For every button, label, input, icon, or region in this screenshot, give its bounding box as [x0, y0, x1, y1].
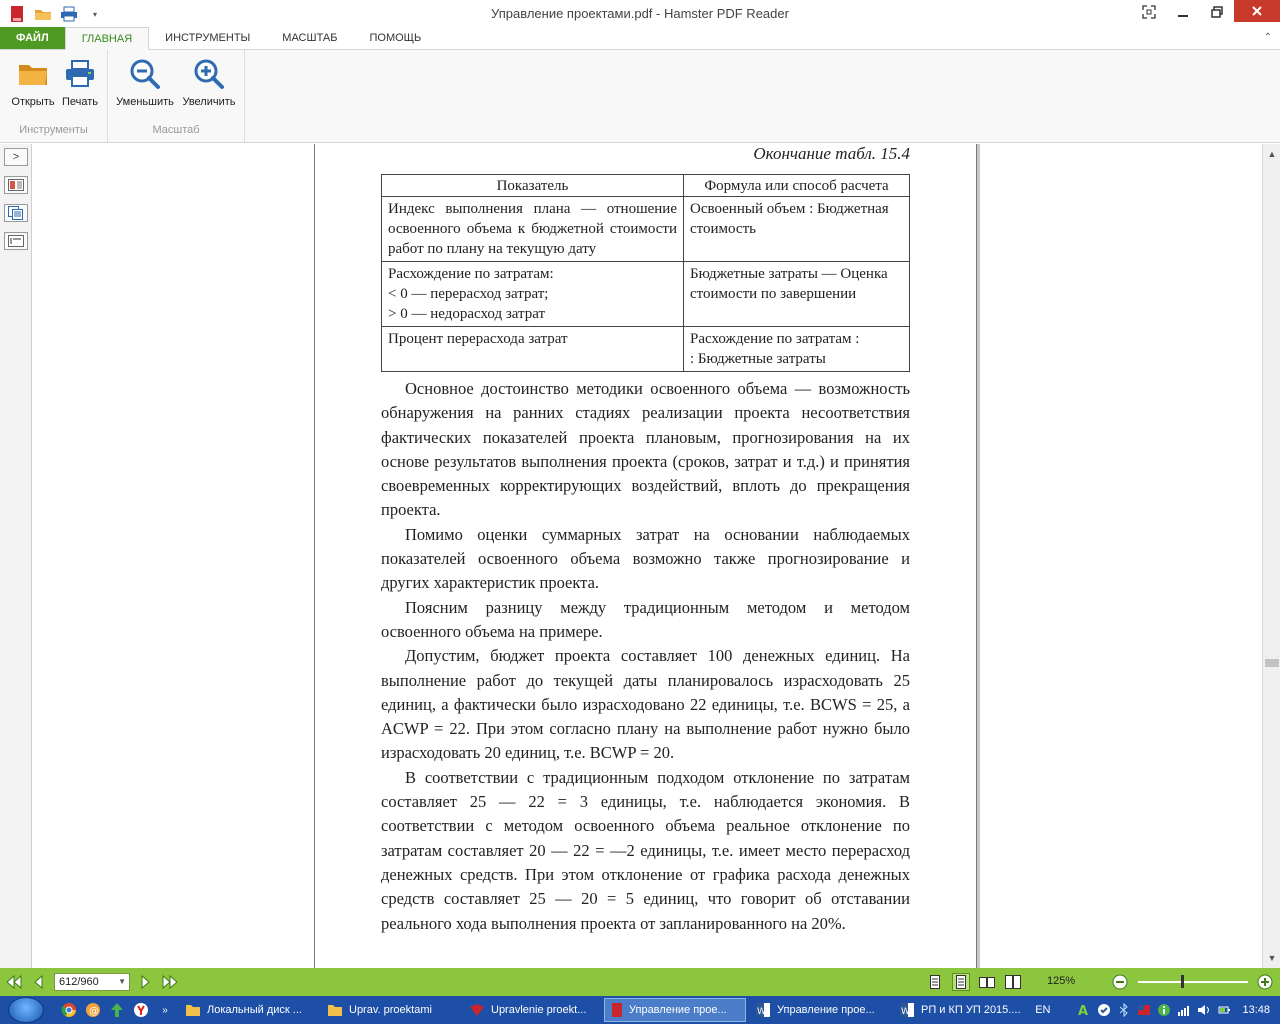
window-controls: [1132, 0, 1280, 28]
svg-text:W: W: [757, 1007, 766, 1017]
tab-home[interactable]: ГЛАВНАЯ: [65, 27, 149, 50]
mail-icon[interactable]: [82, 999, 104, 1021]
table-header-cell: Показатель: [382, 175, 684, 197]
bookmarks-button[interactable]: [4, 232, 28, 250]
prev-page-button[interactable]: [26, 972, 50, 992]
page-dropdown-icon[interactable]: ▼: [118, 977, 126, 986]
title-bar: [0, 0, 1280, 28]
table-row: [382, 262, 910, 327]
clock[interactable]: 13:48: [1242, 1004, 1270, 1016]
download-icon[interactable]: [106, 999, 128, 1021]
first-page-icon: [5, 975, 23, 989]
facing-continuous-view-button[interactable]: [1004, 973, 1022, 991]
bookmarks-icon: [8, 235, 24, 247]
status-bar: [0, 968, 1280, 996]
open-button[interactable]: [6, 58, 60, 108]
printer-icon: [64, 58, 96, 90]
print-label: Печать: [61, 96, 99, 108]
zoom-in-button[interactable]: [178, 58, 240, 108]
zoom-out-icon: [129, 58, 161, 90]
print-button[interactable]: [53, 58, 107, 108]
bluetooth-icon[interactable]: [1116, 1002, 1132, 1018]
expand-panel-button[interactable]: [4, 148, 28, 166]
chrome-icon[interactable]: [58, 999, 80, 1021]
paragraph: Поясним разницу между традиционным методом и методом освоенного объема на примере.: [381, 597, 910, 641]
prev-page-icon: [32, 975, 44, 989]
svg-text:A: A: [1078, 1004, 1089, 1017]
table-header-cell: Формула или способ расчета: [684, 175, 910, 197]
taskbar-item[interactable]: [748, 998, 890, 1022]
single-page-icon: [930, 975, 940, 989]
zoom-level: 125%: [1047, 975, 1076, 987]
plus-circle-icon: [1257, 974, 1273, 990]
tab-scale[interactable]: МАСШТАБ: [282, 32, 338, 44]
folder-icon: [327, 1003, 343, 1017]
last-page-icon: [161, 975, 179, 989]
single-page-view-button[interactable]: [926, 973, 944, 991]
table-cell: Бюджетные затраты — Оценка стоимости по завершении: [684, 262, 910, 327]
side-panel: [0, 144, 32, 968]
restore-button[interactable]: [1200, 0, 1234, 24]
pdf-page: [314, 144, 977, 968]
paragraph: Основное достоинство методики освоенного объема — возможность обнаружения на ранних стадиях реализации проекта несоответствия фактических показателей проекта плановым, прогнозирования на их основе результатов выполнения проекта (сроков, затрат и т.д.) и принятия своевременных корректирующих воздействий, вплоть до прекращения проекта.: [381, 379, 910, 520]
facing-continuous-icon: [1005, 975, 1021, 989]
zoom-slider-knob[interactable]: [1181, 975, 1184, 988]
taskbar-item-active[interactable]: [604, 998, 746, 1022]
first-page-button[interactable]: [2, 972, 26, 992]
taskbar-item[interactable]: [178, 998, 318, 1022]
document-viewport[interactable]: [32, 144, 1262, 968]
tab-tools[interactable]: ИНСТРУМЕНТЫ: [165, 32, 251, 44]
ribbon-tabs: [0, 28, 1280, 50]
zoom-in-icon: [193, 58, 225, 90]
close-button[interactable]: [1234, 0, 1280, 22]
minus-circle-icon: [1112, 974, 1128, 990]
table-row: [382, 327, 910, 372]
page-number-value: 612/960: [59, 976, 99, 988]
ribbon-collapse-icon[interactable]: ⌃: [1263, 32, 1272, 43]
continuous-page-icon: [956, 975, 966, 989]
pages-icon: [8, 206, 24, 220]
group-scale-label: Масштаб: [152, 124, 200, 136]
zoom-in-small-button[interactable]: [1256, 973, 1274, 991]
power-icon[interactable]: [1216, 1002, 1232, 1018]
start-button[interactable]: [8, 997, 44, 1023]
thumbnails-icon: [8, 179, 24, 191]
pages-button[interactable]: [4, 204, 28, 222]
chevron-right-icon: >: [12, 151, 20, 163]
next-page-button[interactable]: [134, 972, 158, 992]
ebook-icon: [469, 1003, 485, 1017]
taskbar-item[interactable]: [462, 998, 602, 1022]
word-icon: [899, 1002, 915, 1018]
next-page-icon: [140, 975, 152, 989]
body-text: [381, 377, 910, 936]
paragraph: Допустим, бюджет проекта составляет 100 денежных единиц. На выполнение работ до текущей даты планировалось израсходовать 25 единиц, а фактически было израсходовано 22 единицы, т.е. BCWS = 25, а ACWP = 22. При этом согласно плану на выполнение работ нужно было израсходовать 20 единиц, т.е. BCWP = 20.: [381, 646, 910, 763]
tray-app-icon[interactable]: [1076, 1002, 1092, 1018]
last-page-button[interactable]: [158, 972, 182, 992]
minimize-button[interactable]: [1166, 0, 1200, 24]
taskbar-item-label: Uprav. proektami: [349, 1004, 432, 1016]
tab-help[interactable]: ПОМОЩЬ: [369, 32, 422, 44]
check-icon[interactable]: [1096, 1002, 1112, 1018]
taskbar-overflow-icon[interactable]: »: [162, 1004, 168, 1016]
system-tray: [1035, 996, 1280, 1024]
qat-customize-icon[interactable]: ▾: [92, 9, 97, 19]
group-tools-label: Инструменты: [19, 124, 88, 136]
volume-icon[interactable]: [1196, 1002, 1212, 1018]
facing-view-button[interactable]: [978, 973, 996, 991]
flag-icon[interactable]: [1136, 1002, 1152, 1018]
taskbar-item-label: Управление прое...: [629, 1004, 727, 1016]
taskbar-item[interactable]: [892, 998, 1034, 1022]
qat-open-icon[interactable]: [34, 5, 52, 23]
indicator-table: [381, 174, 910, 372]
table-cell: Процент перерасхода затрат: [382, 327, 684, 372]
folder-open-icon: [17, 58, 49, 90]
taskbar-item-label: Локальный диск ...: [207, 1004, 302, 1016]
table-cell: Освоенный объем : Бюджетная стоимость: [684, 197, 910, 262]
quick-access-toolbar: [0, 5, 120, 23]
vertical-scrollbar[interactable]: [1262, 144, 1280, 968]
zoom-in-label: Увеличить: [182, 96, 236, 108]
language-indicator[interactable]: EN: [1035, 1004, 1051, 1016]
network-icon[interactable]: [1176, 1002, 1192, 1018]
word-icon: [755, 1002, 771, 1018]
open-label: Открыть: [11, 96, 55, 108]
table-cell: Индекс выполнения плана — отношение освоенного объема к бюджетной стоимости работ по плану на текущую дату: [382, 197, 684, 262]
scroll-up-icon[interactable]: ▲: [1267, 149, 1277, 159]
fullscreen-icon[interactable]: [1132, 0, 1166, 24]
table-caption: Окончание табл. 15.4: [753, 144, 910, 163]
scroll-thumb[interactable]: [1265, 659, 1279, 667]
zoom-out-label: Уменьшить: [116, 96, 174, 108]
taskbar-item[interactable]: [320, 998, 460, 1022]
table-cell: Расхождение по затратам: < 0 — перерасход затрат; > 0 — недорасход затрат: [382, 262, 684, 327]
svg-text:W: W: [901, 1007, 910, 1017]
taskbar-item-label: РП и КП УП 2015....: [921, 1004, 1021, 1016]
continuous-view-button[interactable]: [952, 973, 970, 991]
group-scale: [108, 50, 245, 142]
page-number-input[interactable]: [54, 973, 130, 991]
thumbnails-button[interactable]: [4, 176, 28, 194]
paragraph: Помимо оценки суммарных затрат на основании наблюдаемых показателей освоенного объема возможно также прогнозирование и других характеристик проекта.: [381, 524, 910, 593]
qat-print-icon[interactable]: [60, 5, 78, 23]
zoom-out-small-button[interactable]: [1111, 973, 1129, 991]
table-row: [382, 197, 910, 262]
svg-text:@: @: [89, 1006, 99, 1017]
taskbar-item-label: Управление прое...: [777, 1004, 875, 1016]
folder-icon: [185, 1003, 201, 1017]
table-header-row: [382, 175, 910, 197]
app-logo-icon: [8, 5, 26, 23]
paragraph: В соответствии с традиционным подходом отклонение по затратам составляет 25 — 22 = 3 единицы, т.е. наблюдается экономия. В соответствии с методом освоенного объема реальное отклонение по затратам составляет 20 — 22 = —2 единицы, т.е. имеет место перерасход денежных средств. При этом отклонение от графика расхода денежных средств составляет 25 — 20 = 5 единиц, что говорит об отставании реального хода выполнения проекта от запланированного на 20%.: [381, 767, 910, 933]
facing-pages-icon: [979, 975, 995, 989]
table-cell: Расхождение по затратам : : Бюджетные затраты: [684, 327, 910, 372]
taskbar: [0, 996, 1280, 1024]
tab-file[interactable]: ФАЙЛ: [0, 27, 65, 49]
taskbar-item-label: Upravlenie proekt...: [491, 1004, 587, 1016]
info-icon[interactable]: [1156, 1002, 1172, 1018]
group-tools: [0, 50, 108, 142]
window-title: Управление проектами.pdf - Hamster PDF Reader: [491, 6, 789, 21]
pdf-reader-icon: [611, 1002, 623, 1018]
zoom-out-button[interactable]: [114, 58, 176, 108]
scroll-down-icon[interactable]: ▼: [1267, 953, 1277, 963]
zoom-slider[interactable]: [1138, 981, 1248, 983]
yandex-browser-icon[interactable]: [130, 999, 152, 1021]
ribbon-panel: [0, 50, 1280, 143]
